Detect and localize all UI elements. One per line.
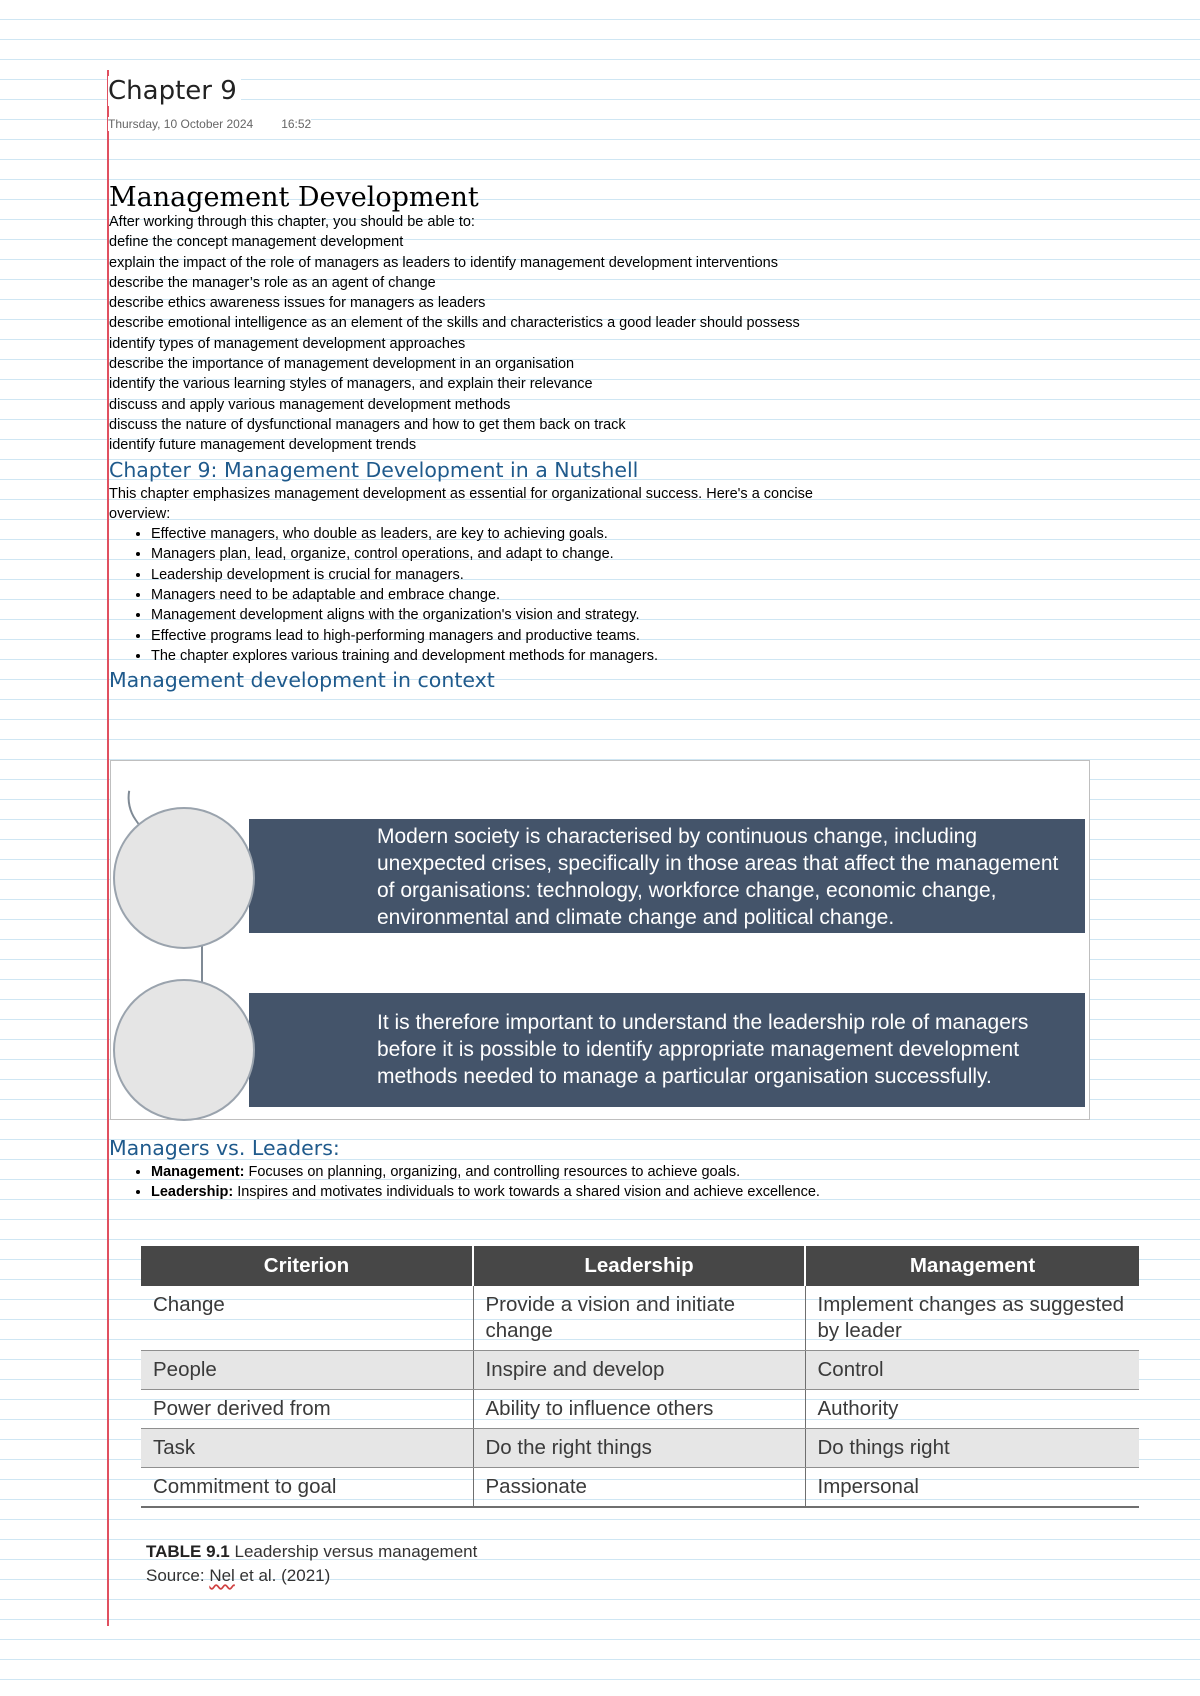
objective-item: discuss and apply various management development methods: [109, 396, 511, 413]
table-row: [141, 1286, 1139, 1351]
list-item-text: Focuses on planning, organizing, and controlling resources to achieve goals.: [244, 1164, 741, 1180]
nutshell-list: [109, 524, 939, 666]
list-item: • Managers plan, lead, organize, control operations, and adapt to change.: [151, 544, 939, 564]
objective-item: describe the manager’s role as an agent of change: [109, 274, 436, 291]
objective-item: discuss the nature of dysfunctional managers and how to get them back on track: [109, 416, 626, 433]
circle-shape: [113, 807, 255, 949]
diagram-box-1: Modern society is characterised by continuous change, including unexpected crises, specifically in those areas that affect the management of organisations: technology, workforce change, economic change, environmental and climate change and political change.: [249, 819, 1085, 933]
list-item: • The chapter explores various training and development methods for managers.: [151, 646, 939, 666]
table-caption: [146, 1540, 1139, 1588]
versus-list: [109, 1162, 851, 1203]
nutshell-heading: Chapter 9: Management Development in a Nutshell: [109, 457, 639, 482]
context-diagram[interactable]: [110, 760, 1090, 1120]
table-cell: Change: [141, 1286, 473, 1351]
caption-text: Leadership versus management: [229, 1542, 478, 1561]
table-cell: Do the right things: [473, 1429, 805, 1468]
document-title: Management Development: [109, 182, 479, 213]
page-datetime: [108, 117, 311, 131]
table-cell: Do things right: [805, 1429, 1139, 1468]
column-header: Leadership: [473, 1246, 805, 1286]
source-suffix: et al. (2021): [234, 1566, 331, 1585]
list-item: • Effective programs lead to high-performing managers and productive teams.: [151, 626, 939, 646]
context-heading: Management development in context: [109, 668, 495, 693]
page-date: Thursday, 10 October 2024: [108, 117, 254, 131]
diagram-box-2: It is therefore important to understand the leadership role of managers before it is possible to identify appropriate management development methods needed to manage a particular organisation successfully.: [249, 993, 1085, 1107]
table-header-row: [141, 1246, 1139, 1286]
table-row: [141, 1429, 1139, 1468]
table-cell: Authority: [805, 1390, 1139, 1429]
table-row: [141, 1468, 1139, 1508]
comparison-table: [141, 1246, 1139, 1508]
objective-item: describe emotional intelligence as an element of the skills and characteristics a good leader should possess: [109, 315, 800, 332]
table-cell: Commitment to goal: [141, 1468, 473, 1508]
caption-label: TABLE 9.1: [146, 1542, 230, 1561]
table-cell: Provide a vision and initiate change: [473, 1286, 805, 1351]
nutshell-intro: This chapter emphasizes management development as essential for organizational success. Here's a concise overview:: [109, 485, 813, 522]
list-item: • Managers need to be adaptable and embrace change.: [151, 585, 939, 605]
source-author: Nel: [209, 1566, 235, 1585]
column-header: Criterion: [141, 1246, 473, 1286]
source-prefix: Source:: [146, 1566, 210, 1585]
objective-item: identify types of management development approaches: [109, 335, 466, 352]
circle-shape: [113, 979, 255, 1121]
table-cell: Power derived from: [141, 1390, 473, 1429]
objective-item: define the concept management development: [109, 234, 404, 251]
column-header: Management: [805, 1246, 1139, 1286]
table-cell: Control: [805, 1351, 1139, 1390]
objective-item: explain the impact of the role of managers as leaders to identify management development interventions: [109, 254, 778, 271]
list-item: [151, 1182, 851, 1202]
objective-item: describe the importance of management development in an organisation: [109, 356, 575, 373]
page-time: 16:52: [281, 117, 312, 131]
table-row: [141, 1351, 1139, 1390]
list-item: [151, 1162, 851, 1182]
list-item-text: Inspires and motivates individuals to work towards a shared vision and achieve excellence.: [233, 1184, 820, 1201]
note-content[interactable]: [109, 180, 939, 694]
list-item-term: Management:: [151, 1164, 245, 1180]
table-cell: People: [141, 1351, 473, 1390]
objective-item: identify future management development trends: [109, 437, 417, 454]
versus-section[interactable]: [109, 1134, 939, 1203]
objective-item: identify the various learning styles of managers, and explain their relevance: [109, 376, 593, 393]
table-cell: Impersonal: [805, 1468, 1139, 1508]
table-cell: Ability to influence others: [473, 1390, 805, 1429]
list-item-term: Leadership:: [151, 1184, 234, 1201]
list-item: • Management development aligns with the organization's vision and strategy.: [151, 605, 939, 625]
page-title[interactable]: Chapter 9: [108, 76, 241, 106]
table-row: [141, 1390, 1139, 1429]
table-cell: Inspire and develop: [473, 1351, 805, 1390]
objective-item: describe ethics awareness issues for managers as leaders: [109, 295, 486, 312]
versus-heading: Managers vs. Leaders:: [109, 1136, 340, 1160]
objectives-block: [109, 212, 939, 456]
table-cell: Passionate: [473, 1468, 805, 1508]
list-item: • Effective managers, who double as leaders, are key to achieving goals.: [151, 524, 939, 544]
table-cell: Implement changes as suggested by leader: [805, 1286, 1139, 1351]
comparison-table-image[interactable]: [141, 1246, 1139, 1588]
table-cell: Task: [141, 1429, 473, 1468]
list-item: • Leadership development is crucial for managers.: [151, 565, 939, 585]
objectives-intro: After working through this chapter, you should be able to:: [109, 214, 475, 230]
